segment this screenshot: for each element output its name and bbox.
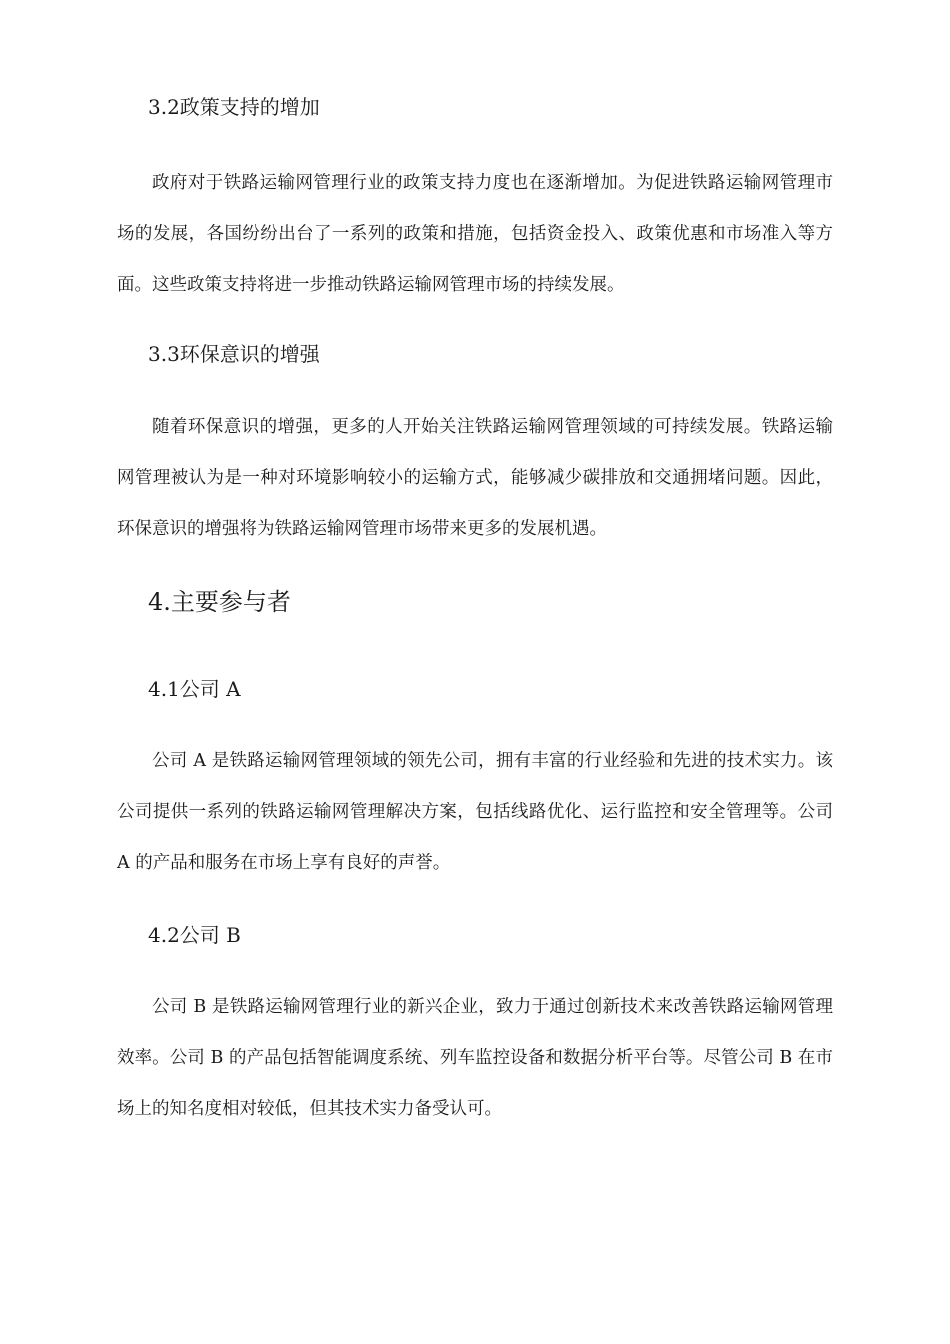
chapter-heading-4: 4.主要参与者 <box>148 588 291 616</box>
section-heading-4-2: 4.2公司 B <box>148 923 241 947</box>
section-body-4-1: 公司 A 是铁路运输网管理领域的领先公司，拥有丰富的行业经验和先进的技术实力。该公司提供一系列的铁路运输网管理解决方案，包括线路优化、运行监控和安全管理等。公司 A 的产品和服务在市场上享有良好的声誉。 <box>117 751 833 873</box>
section-heading-3-2: 3.2政策支持的增加 <box>148 95 320 119</box>
section-heading-4-1: 4.1公司 A <box>148 677 241 701</box>
section-body-3-2: 政府对于铁路运输网管理行业的政策支持力度也在逐渐增加。为促进铁路运输网管理市场的发展，各国纷纷出台了一系列的政策和措施，包括资金投入、政策优惠和市场准入等方面。这些政策支持将进一步推动铁路运输网管理市场的持续发展。 <box>117 173 833 295</box>
section-heading-3-3: 3.3环保意识的增强 <box>148 342 320 366</box>
section-body-4-2: 公司 B 是铁路运输网管理行业的新兴企业，致力于通过创新技术来改善铁路运输网管理效率。公司 B 的产品包括智能调度系统、列车监控设备和数据分析平台等。尽管公司 B 在市场上的知名度相对较低，但其技术实力备受认可。 <box>117 997 833 1119</box>
section-body-3-3: 随着环保意识的增强，更多的人开始关注铁路运输网管理领域的可持续发展。铁路运输网管理被认为是一种对环境影响较小的运输方式，能够减少碳排放和交通拥堵问题。因此，环保意识的增强将为铁路运输网管理市场带来更多的发展机遇。 <box>117 417 833 539</box>
